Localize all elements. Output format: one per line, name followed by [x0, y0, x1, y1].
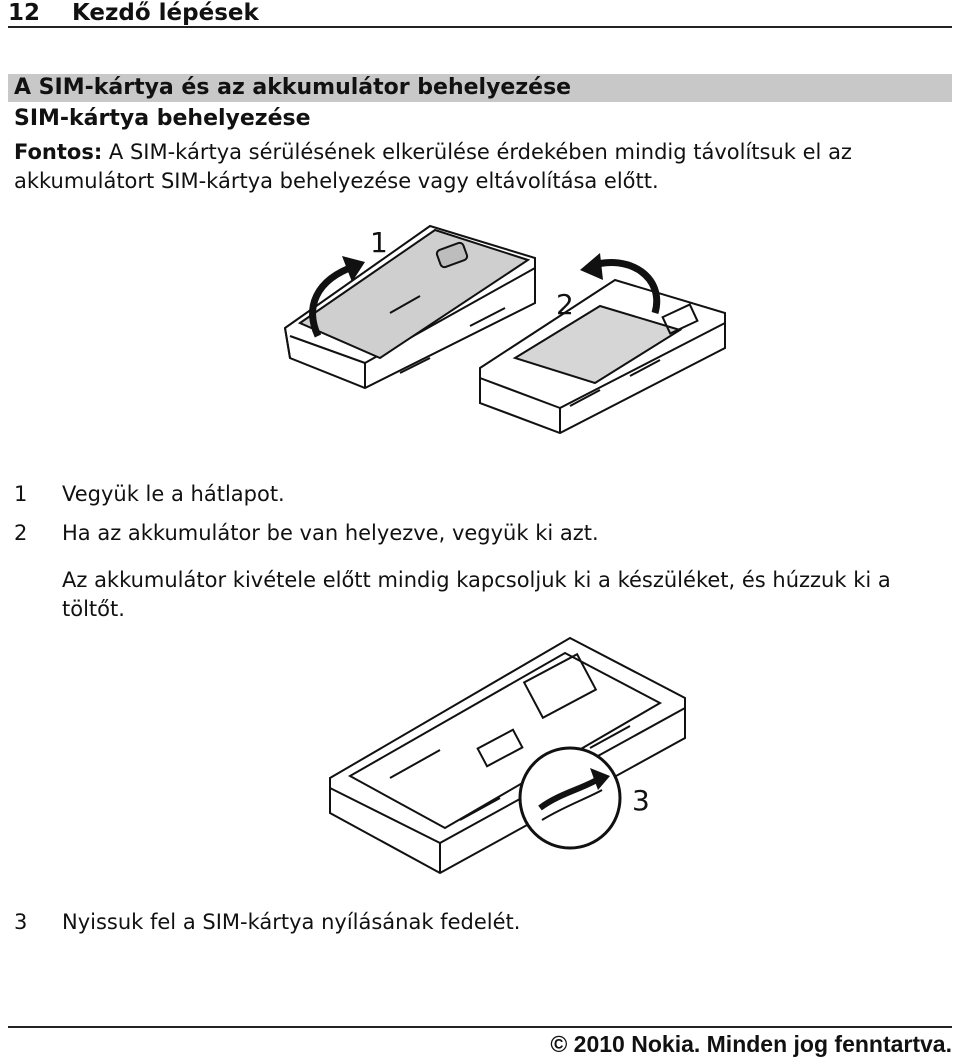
illustration-open-sim-cover	[320, 628, 720, 878]
illustration-remove-cover-battery	[270, 218, 740, 448]
step-number: 1	[14, 482, 28, 506]
important-label: Fontos:	[14, 140, 103, 164]
page-header	[8, 0, 952, 28]
section-heading: A SIM-kártya és az akkumulátor behelyezése	[8, 74, 952, 102]
step-1	[14, 480, 285, 508]
important-notice	[14, 138, 944, 196]
step-2	[14, 519, 599, 547]
step-number: 3	[14, 910, 28, 934]
chapter-title: Kezdő lépések	[72, 0, 259, 26]
step-text: Vegyük le a hátlapot.	[62, 482, 285, 506]
callout-2: 2	[556, 288, 574, 321]
subsection-heading: SIM-kártya behelyezése	[14, 106, 311, 131]
step-number: 2	[14, 521, 28, 545]
callout-3: 3	[632, 784, 650, 817]
page-footer	[8, 1026, 952, 1060]
page-number: 12	[8, 0, 41, 26]
step-text: Ha az akkumulátor be van helyezve, vegyük ki azt.	[62, 521, 599, 545]
copyright-text: © 2010 Nokia. Minden jog fenntartva.	[550, 1031, 952, 1057]
callout-1: 1	[370, 226, 388, 259]
step-3	[14, 908, 520, 936]
important-text: A SIM-kártya sérülésének elkerülése érdekében mindig távolítsuk el az akkumulátort SIM-kártya behelyezése vagy eltávolítása előtt.	[14, 140, 852, 193]
note-text: Az akkumulátor kivétele előtt mindig kapcsoljuk ki a készüléket, és húzzuk ki a töltőt.	[62, 568, 891, 621]
step-text: Nyissuk fel a SIM-kártya nyílásának fedelét.	[62, 910, 521, 934]
